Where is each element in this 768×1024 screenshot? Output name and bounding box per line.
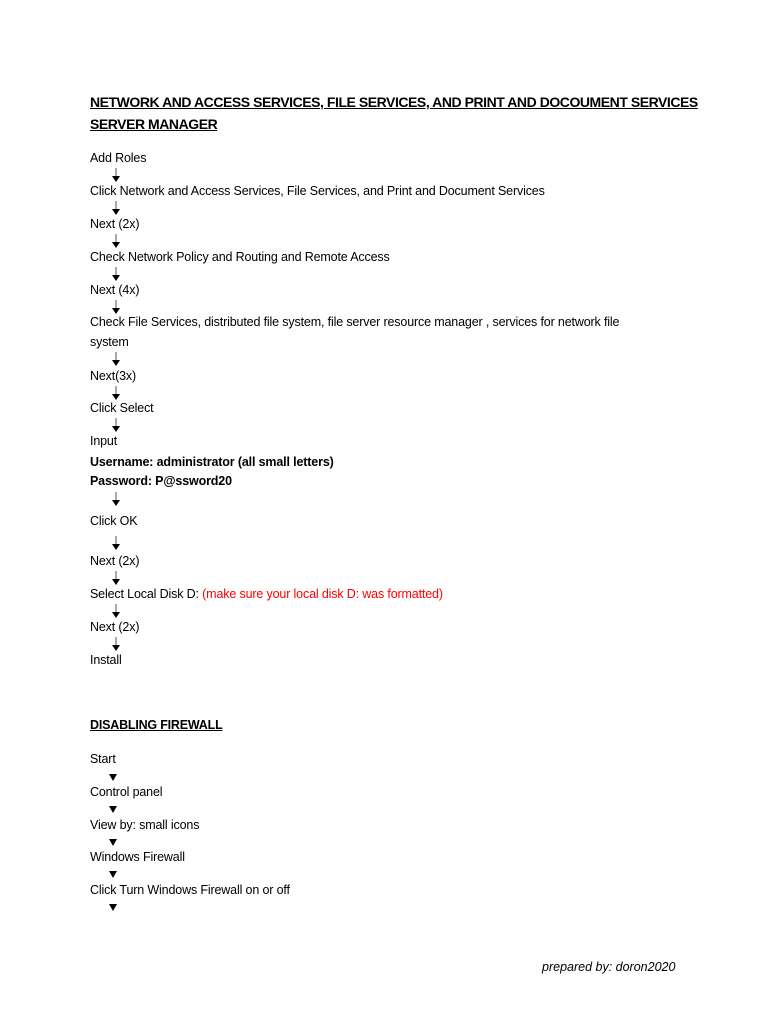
step-next-2x-c: Next (2x)	[90, 620, 140, 634]
down-arrow-icon	[107, 867, 119, 883]
down-arrow-icon	[110, 536, 122, 552]
step-control-panel: Control panel	[90, 785, 163, 799]
down-arrow-icon	[110, 201, 122, 217]
step-view-by: View by: small icons	[90, 818, 200, 832]
down-arrow-icon	[110, 418, 122, 434]
step-click-ok: Click OK	[90, 514, 138, 528]
step-next-2x: Next (2x)	[90, 217, 140, 231]
down-arrow-icon	[110, 604, 122, 620]
step-add-roles: Add Roles	[90, 151, 147, 165]
step-next-3x: Next(3x)	[90, 369, 137, 383]
down-arrow-icon	[107, 900, 119, 916]
step-check-network-policy: Check Network Policy and Routing and Remote Access	[90, 250, 390, 264]
step-input: Input	[90, 434, 118, 448]
down-arrow-icon	[110, 352, 122, 368]
down-arrow-icon	[107, 802, 119, 818]
prepared-by-footer: prepared by: doron2020	[542, 960, 676, 974]
step-check-file-services: Check File Services, distributed file system, file server resource manager , services for network file system	[90, 315, 620, 349]
title-line-2: SERVER MANAGER	[90, 116, 218, 132]
step-install: Install	[90, 653, 122, 667]
step-next-2x-b: Next (2x)	[90, 554, 140, 568]
down-arrow-icon	[110, 234, 122, 250]
step-windows-firewall: Windows Firewall	[90, 850, 185, 864]
down-arrow-icon	[110, 637, 122, 653]
select-disk-text: Select Local Disk D:	[90, 587, 203, 601]
title-line-1: NETWORK AND ACCESS SERVICES, FILE SERVICES, AND PRINT AND DOCOUMENT SERVICES	[90, 94, 698, 110]
step-select-local-disk	[90, 586, 443, 602]
step-click-select: Click Select	[90, 401, 154, 415]
step-click-services: Click Network and Access Services, File Services, and Print and Document Services	[90, 184, 545, 198]
step-turn-firewall: Click Turn Windows Firewall on or off	[90, 883, 290, 897]
step-start: Start	[90, 752, 116, 766]
down-arrow-icon	[110, 571, 122, 587]
down-arrow-icon	[110, 168, 122, 184]
firewall-heading: DISABLING FIREWALL	[90, 718, 223, 732]
step-next-4x: Next (4x)	[90, 283, 140, 297]
down-arrow-icon	[110, 267, 122, 283]
username-line: Username: administrator (all small letters)	[90, 455, 334, 469]
format-warning-note: (make sure your local disk D: was formatted)	[202, 587, 443, 601]
down-arrow-icon	[110, 492, 122, 508]
password-line: Password: P@ssword20	[90, 474, 232, 488]
